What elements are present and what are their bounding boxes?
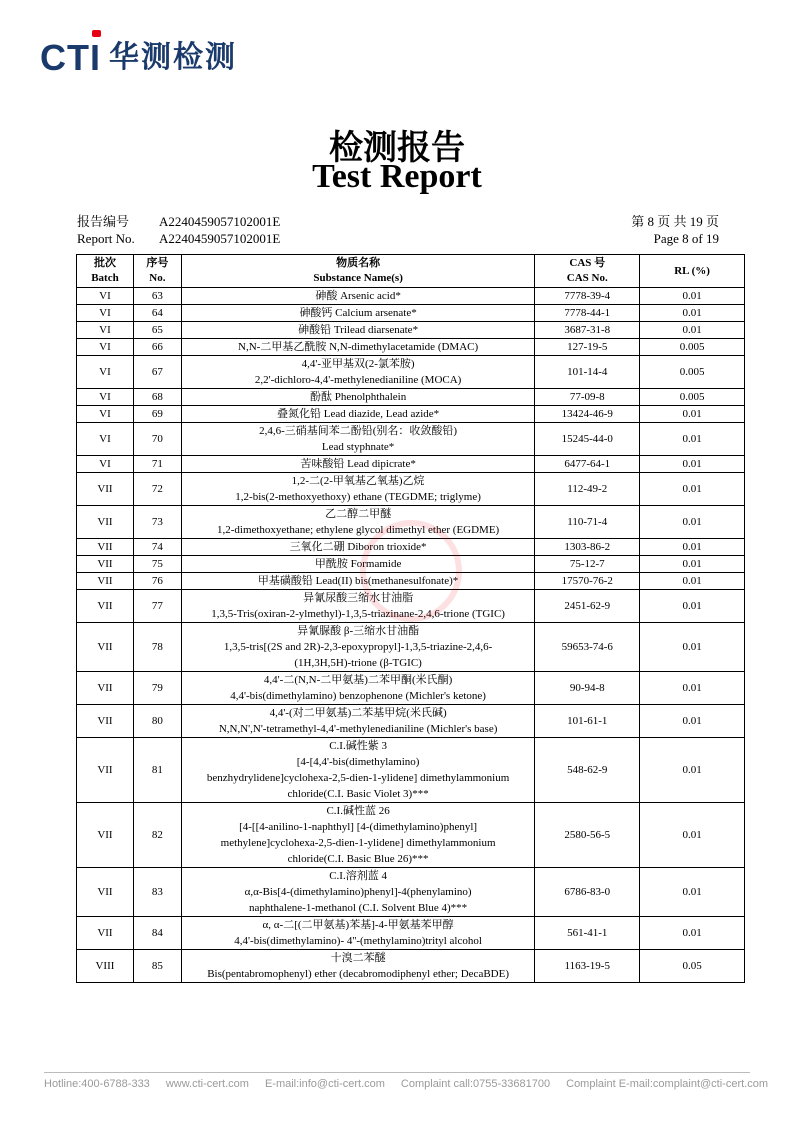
cell-substance-name: 酚酞 Phenolphthalein [181,389,535,406]
table-row [77,322,745,339]
cell-batch: VII [77,623,134,672]
cell-no: 63 [133,288,181,305]
cell-substance-name: 苦味酸铅 Lead dipicrate* [181,456,535,473]
cell-rl: 0.01 [640,539,745,556]
cell-substance-name: 叠氮化铅 Lead diazide, Lead azide* [181,406,535,423]
cell-substance-name: 砷酸铅 Trilead diarsenate* [181,322,535,339]
cell-rl: 0.01 [640,406,745,423]
page-number-cn: 第 8 页 共 19 页 [631,214,719,229]
cell-no: 71 [133,456,181,473]
cell-substance-name: C.I.溶剂蓝 4 α,α-Bis[4-(dimethylamino)phenyl]-4(phenylamino) naphthalene-1-methanol (C.I. Solvent Blue 4)*** [181,868,535,917]
table-row [77,950,745,983]
cell-batch: VII [77,590,134,623]
cell-cas-no: 6786-83-0 [535,868,640,917]
cell-cas-no: 90-94-8 [535,672,640,705]
cell-batch: VII [77,803,134,868]
page-number-en: Page 8 of 19 [653,231,719,246]
cell-rl: 0.01 [640,288,745,305]
cell-rl: 0.01 [640,590,745,623]
cell-rl: 0.005 [640,356,745,389]
cell-no: 73 [133,506,181,539]
table-row [77,672,745,705]
cell-rl: 0.01 [640,305,745,322]
cell-no: 72 [133,473,181,506]
table-row [77,556,745,573]
cell-substance-name: 异氰尿酸三缩水甘油脂 1,3,5-Tris(oxiran-2-ylmethyl)-1,3,5-triazinane-2,4,6-trione (TGIC) [181,590,535,623]
cell-rl: 0.005 [640,389,745,406]
cell-no: 83 [133,868,181,917]
cell-cas-no: 2451-62-9 [535,590,640,623]
table-row [77,917,745,950]
cell-substance-name: 2,4,6-三硝基间苯二酚铅(别名：收敛酸铅) Lead styphnate* [181,423,535,456]
cell-substance-name: α, α-二[(二甲氨基)苯基]-4-甲氨基苯甲醇 4,4'-bis(dimethylamino)- 4''-(methylamino)trityl alcohol [181,917,535,950]
company-logo [40,37,238,78]
logo-red-dot [92,30,101,37]
cell-batch: VII [77,506,134,539]
cell-no: 78 [133,623,181,672]
cell-no: 76 [133,573,181,590]
cell-substance-name: 异氰脲酸 β-三缩水甘油酯 1,3,5-tris[(2S and 2R)-2,3-epoxypropyl]-1,3,5-triazine-2,4,6- (1H,3H,5H)-trione (β-TGIC) [181,623,535,672]
logo-chinese-name: 华测检测 [109,40,238,75]
logo-brand-i: I [90,37,101,78]
table-header-row [77,255,745,288]
footer [44,1078,769,1090]
cell-cas-no: 75-12-7 [535,556,640,573]
table-row [77,803,745,868]
table-body [77,288,745,983]
cell-batch: VI [77,456,134,473]
cell-batch: VI [77,322,134,339]
cell-batch: VIII [77,950,134,983]
cell-no: 79 [133,672,181,705]
cell-no: 75 [133,556,181,573]
table-row [77,423,745,456]
table-row [77,539,745,556]
table-row [77,590,745,623]
cell-substance-name: 4,4'-(对二甲氨基)二苯基甲烷(米氏碱) N,N,N',N'-tetramethyl-4,4'-methylenedianiline (Michler's base) [181,705,535,738]
cell-cas-no: 2580-56-5 [535,803,640,868]
cell-cas-no: 59653-74-6 [535,623,640,672]
cell-cas-no: 15245-44-0 [535,423,640,456]
substance-table [76,254,745,983]
table-row [77,506,745,539]
table-row [77,406,745,423]
cell-batch: VI [77,305,134,322]
footer-hotline: Hotline:400-6788-333 [44,1078,150,1090]
cell-rl: 0.01 [640,473,745,506]
cell-batch: VI [77,389,134,406]
report-number-value-en: A2240459057102001E [159,231,281,246]
cell-cas-no: 127-19-5 [535,339,640,356]
header-no: 序号 No. [133,255,181,288]
table-row [77,288,745,305]
cell-cas-no: 6477-64-1 [535,456,640,473]
table-row [77,868,745,917]
cell-cas-no: 1303-86-2 [535,539,640,556]
cell-no: 85 [133,950,181,983]
cell-substance-name: 1,2-二(2-甲氧基乙氧基)乙烷 1,2-bis(2-methoxyethoxy) ethane (TEGDME; triglyme) [181,473,535,506]
table-row [77,389,745,406]
header-batch: 批次 Batch [77,255,134,288]
table-row [77,573,745,590]
header-substance-name: 物质名称 Substance Name(s) [181,255,535,288]
report-number-label-cn: 报告编号 [77,214,130,229]
table-row [77,456,745,473]
cell-cas-no: 3687-31-8 [535,322,640,339]
cell-no: 66 [133,339,181,356]
cell-rl: 0.01 [640,803,745,868]
cell-substance-name: 砷酸钙 Calcium arsenate* [181,305,535,322]
cell-cas-no: 101-14-4 [535,356,640,389]
cell-rl: 0.01 [640,738,745,803]
report-number-en [77,231,280,247]
footer-email: E-mail:info@cti-cert.com [264,1078,385,1090]
cell-cas-no: 110-71-4 [535,506,640,539]
cell-substance-name: 砷酸 Arsenic acid* [181,288,535,305]
cell-no: 74 [133,539,181,556]
cell-batch: VII [77,672,134,705]
header-cas-no: CAS 号 CAS No. [535,255,640,288]
cell-cas-no: 7778-44-1 [535,305,640,322]
cell-no: 67 [133,356,181,389]
cell-cas-no: 101-61-1 [535,705,640,738]
cell-substance-name: 4,4'-二(N,N-二甲氨基)二苯甲酮(米氏酮) 4,4'-bis(dimethylamino) benzophenone (Michler's ketone) [181,672,535,705]
cell-cas-no: 561-41-1 [535,917,640,950]
cell-batch: VII [77,473,134,506]
cell-rl: 0.01 [640,672,745,705]
cell-substance-name: N,N-二甲基乙酰胺 N,N-dimethylacetamide (DMAC) [181,339,535,356]
title-chinese: 检测报告 [329,128,465,168]
cell-substance-name: 十溴二苯醚 Bis(pentabromophenyl) ether (decabromodiphenyl ether; DecaBDE) [181,950,535,983]
cell-rl: 0.01 [640,456,745,473]
table-row [77,473,745,506]
cell-no: 70 [133,423,181,456]
footer-complaint-email: Complaint E-mail:complaint@cti-cert.com [566,1078,769,1090]
header-rl: RL (%) [640,255,745,288]
cell-batch: VII [77,573,134,590]
cell-rl: 0.01 [640,705,745,738]
cell-substance-name: C.I.碱性蓝 26 [4-[[4-anilino-1-naphthyl] [4-(dimethylamino)phenyl] methylene]cyclohexa-2,5-dien-1-ylidene] dimethylammonium chloride(C.I. Basic Blue 26)*** [181,803,535,868]
table-row [77,305,745,322]
cell-rl: 0.01 [640,423,745,456]
report-number-value-cn: A2240459057102001E [159,214,281,229]
cell-substance-name: 乙二醇二甲醚 1,2-dimethoxyethane; ethylene glycol dimethyl ether (EGDME) [181,506,535,539]
cell-batch: VII [77,705,134,738]
cell-substance-name: C.I.碱性紫 3 [4-[4,4'-bis(dimethylamino) benzhydrylidene]cyclohexa-2,5-dien-1-ylidene] dimethylammonium chloride(C.I. Basic Violet 3)*** [181,738,535,803]
cell-rl: 0.01 [640,917,745,950]
footer-complaint-call: Complaint call:0755-33681700 [400,1078,551,1090]
cell-rl: 0.01 [640,322,745,339]
cell-cas-no: 17570-76-2 [535,573,640,590]
cell-rl: 0.05 [640,950,745,983]
title-english: Test Report [312,158,482,195]
cell-cas-no: 548-62-9 [535,738,640,803]
footer-website: www.cti-cert.com [165,1078,249,1090]
table-row [77,623,745,672]
cell-batch: VI [77,288,134,305]
cell-substance-name: 甲基磺酸铅 Lead(II) bis(methanesulfonate)* [181,573,535,590]
cell-no: 82 [133,803,181,868]
cell-no: 80 [133,705,181,738]
cell-batch: VII [77,556,134,573]
table-row [77,705,745,738]
cell-substance-name: 三氧化二硼 Diboron trioxide* [181,539,535,556]
report-number-cn [77,214,280,230]
cell-cas-no: 7778-39-4 [535,288,640,305]
cell-batch: VII [77,868,134,917]
cell-no: 77 [133,590,181,623]
footer-divider [44,1072,750,1073]
cell-no: 64 [133,305,181,322]
logo-brand-text: CT I [40,40,101,76]
cell-rl: 0.01 [640,868,745,917]
table-row [77,356,745,389]
cell-batch: VI [77,339,134,356]
cell-batch: VI [77,423,134,456]
cell-batch: VII [77,917,134,950]
cell-no: 68 [133,389,181,406]
cell-cas-no: 112-49-2 [535,473,640,506]
cell-cas-no: 1163-19-5 [535,950,640,983]
cell-no: 65 [133,322,181,339]
table-row [77,738,745,803]
cell-rl: 0.01 [640,623,745,672]
cell-cas-no: 77-09-8 [535,389,640,406]
cell-rl: 0.005 [640,339,745,356]
cell-batch: VII [77,539,134,556]
cell-no: 81 [133,738,181,803]
cell-rl: 0.01 [640,573,745,590]
cell-rl: 0.01 [640,506,745,539]
cell-no: 69 [133,406,181,423]
table-row [77,339,745,356]
cell-cas-no: 13424-46-9 [535,406,640,423]
cell-substance-name: 4,4'-亚甲基双(2-氯苯胺) 2,2'-dichloro-4,4'-methylenedianiline (MOCA) [181,356,535,389]
cell-rl: 0.01 [640,556,745,573]
cell-batch: VI [77,356,134,389]
cell-batch: VI [77,406,134,423]
cell-no: 84 [133,917,181,950]
report-number-label-en: Report No. [77,231,135,246]
cell-batch: VII [77,738,134,803]
cell-substance-name: 甲酰胺 Formamide [181,556,535,573]
